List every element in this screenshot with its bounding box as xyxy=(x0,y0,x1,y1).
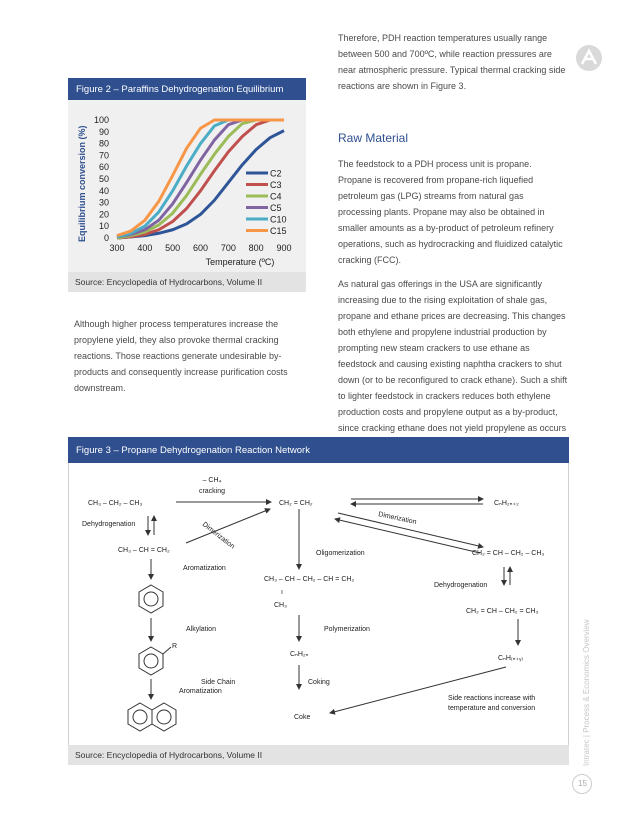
left-paragraph: Although higher process temperatures increase the propylene yield, they also provoke thermal cracking reactions. Those reactions generate undesirable by-products and consequently increase purification costs downstream. xyxy=(74,319,288,393)
naphthalene-ring-2 xyxy=(152,703,176,731)
cnh2n2-formula: CₙH₂ₙ₊₂ xyxy=(494,500,519,507)
ethylene-formula: CH₂ = CH₂ xyxy=(279,500,313,507)
alkylbenzene-circle xyxy=(144,654,158,668)
chart-x-tick-300: 300 xyxy=(109,243,125,253)
right-para-2: The feedstock to a PDH process unit is propane. Propane is recovered from propane-rich liquefied petroleum gas (LPG) streams from natural gas processing plants. Propane may also be obtained in smaller amounts as a by-product of petroleum refinery operations, such as hydrocracking and fluidized catalytic cracking (FCC). xyxy=(338,159,563,265)
dimerization-label-2: Dimerization xyxy=(377,511,418,527)
chart-x-tick-500: 500 xyxy=(165,243,181,253)
sidebar-publication-title: Intratec | Process & Economics Overview xyxy=(582,619,591,766)
r-label: R xyxy=(172,643,178,650)
chart-y-tick-30: 30 xyxy=(98,197,109,208)
propylene-formula: CH₃ – CH = CH₂ xyxy=(118,547,170,554)
naphthalene-circle-2 xyxy=(157,710,171,724)
chart-x-tick-700: 700 xyxy=(220,243,236,253)
chart-x-tick-800: 800 xyxy=(248,243,264,253)
chart-legend-label-c5: C5 xyxy=(270,203,282,213)
figure-3-source: Source: Encyclopedia of Hydrocarbons, Volume II xyxy=(75,750,263,760)
chart-y-tick-90: 90 xyxy=(98,126,109,137)
alkylation-label: Alkylation xyxy=(186,626,216,633)
cracking-label: cracking xyxy=(198,488,226,495)
cnh2n-formula: CₙH₂ₙ xyxy=(290,651,309,658)
chart-legend-label-c3: C3 xyxy=(270,180,282,190)
oligomerization-label: Oligomerization xyxy=(316,550,365,557)
right-column-2 xyxy=(338,156,568,460)
side-reactions-line-2: temperature and conversion xyxy=(448,705,536,712)
ch3-formula: CH₃ xyxy=(274,602,287,609)
side-reactions-line-1: Side reactions increase with xyxy=(448,695,536,702)
naphthalene-ring-1 xyxy=(128,703,152,731)
polymerization-label: Polymerization xyxy=(324,626,370,633)
intratec-logo xyxy=(575,44,603,72)
figure-2-source: Source: Encyclopedia of Hydrocarbons, Volume II xyxy=(75,277,263,287)
chart-legend-label-c15: C15 xyxy=(270,226,287,236)
alkylbenzene-ring xyxy=(139,647,163,675)
aromatization-label-2: Aromatization xyxy=(179,688,222,695)
right-column xyxy=(338,30,568,102)
chart-y-tick-80: 80 xyxy=(98,138,109,149)
equilibrium-chart xyxy=(70,104,304,270)
chart-legend-label-c10: C10 xyxy=(270,214,287,225)
chart-y-tick-100: 100 xyxy=(93,115,109,125)
chart-x-tick-400: 400 xyxy=(137,243,153,253)
naphthalene-circle-1 xyxy=(133,710,147,724)
right-para-1: Therefore, PDH reaction temperatures usually range between 500 and 700ºC, while reaction pressures are near atmospheric pressure. Typical thermal cracking side reactions are shown in Figure 3. xyxy=(338,33,566,91)
right-para-3: As natural gas offerings in the USA are significantly increasing due to the rising exploitation of shale gas, propane and ethane prices are decreasing. This changes both ethylene and propylene industrial production by prompting new steam crackers to use ethane as feedstock and causing existing naphtha crackers to shut down (or to be reconfigured to crack ethane). Such a shift to lighter feedstock in crackers reduces both ethylene production costs and propylene output as a by-product, since cracking ethane does not yield propylene as occurs xyxy=(338,279,568,433)
section-title-raw-material: Raw Material xyxy=(338,131,409,145)
ch3-branch: ı xyxy=(281,589,283,596)
figure-3-header: Figure 3 – Propane Dehydrogenation Reaction Network xyxy=(68,437,569,463)
chart-y-tick-10: 10 xyxy=(98,221,109,232)
chart-y-tick-0: 0 xyxy=(103,233,109,243)
chart-x-tick-600: 600 xyxy=(192,243,209,253)
propane-formula: CH₃ – CH₂ – CH₃ xyxy=(88,500,143,507)
cnhny-formula: CₙH₍ₙ₊ᵧ₎ xyxy=(498,655,524,662)
dehydrogenation-label: Dehydrogenation xyxy=(82,521,136,528)
butadiene-formula: CH₂ = CH – CH₂ = CH₃ xyxy=(466,608,539,615)
chart-y-label: Equilibrium conversion (%) xyxy=(77,125,87,242)
figure-2-header: Figure 2 – Paraffins Dehydrogenation Equilibrium xyxy=(68,78,306,100)
benzene-ring xyxy=(139,585,163,613)
dimerization-label-1: Dimerization xyxy=(200,521,236,551)
page-number: 15 xyxy=(578,779,587,788)
chart-y-tick-40: 40 xyxy=(98,185,109,196)
chart-legend-label-c2: C2 xyxy=(270,168,282,179)
reaction-network-diagram xyxy=(68,463,569,745)
side-chain-label: Side Chain xyxy=(201,679,236,686)
ch4-label: – CH₄ xyxy=(202,477,222,484)
dehydrogenation-label-2: Dehydrogenation xyxy=(434,582,488,589)
r-bond xyxy=(163,647,171,654)
chart-y-tick-60: 60 xyxy=(98,162,109,173)
chart-legend-label-c4: C4 xyxy=(270,191,282,202)
coke-label: Coke xyxy=(294,714,311,721)
chart-x-label: Temperature (ºC) xyxy=(205,257,275,267)
butene-formula: CH₂ = CH – CH₂ – CH₃ xyxy=(472,550,545,557)
chart-y-tick-20: 20 xyxy=(98,209,109,220)
coking-label: Coking xyxy=(308,679,330,686)
chart-y-tick-70: 70 xyxy=(98,150,109,161)
chart-x-tick-900: 900 xyxy=(276,243,292,253)
hexadiene-formula: CH₃ – CH – CH₂ – CH = CH₂ xyxy=(264,576,355,583)
benzene-circle xyxy=(144,592,158,606)
chart-y-tick-50: 50 xyxy=(98,174,109,184)
aromatization-label: Aromatization xyxy=(183,565,226,572)
